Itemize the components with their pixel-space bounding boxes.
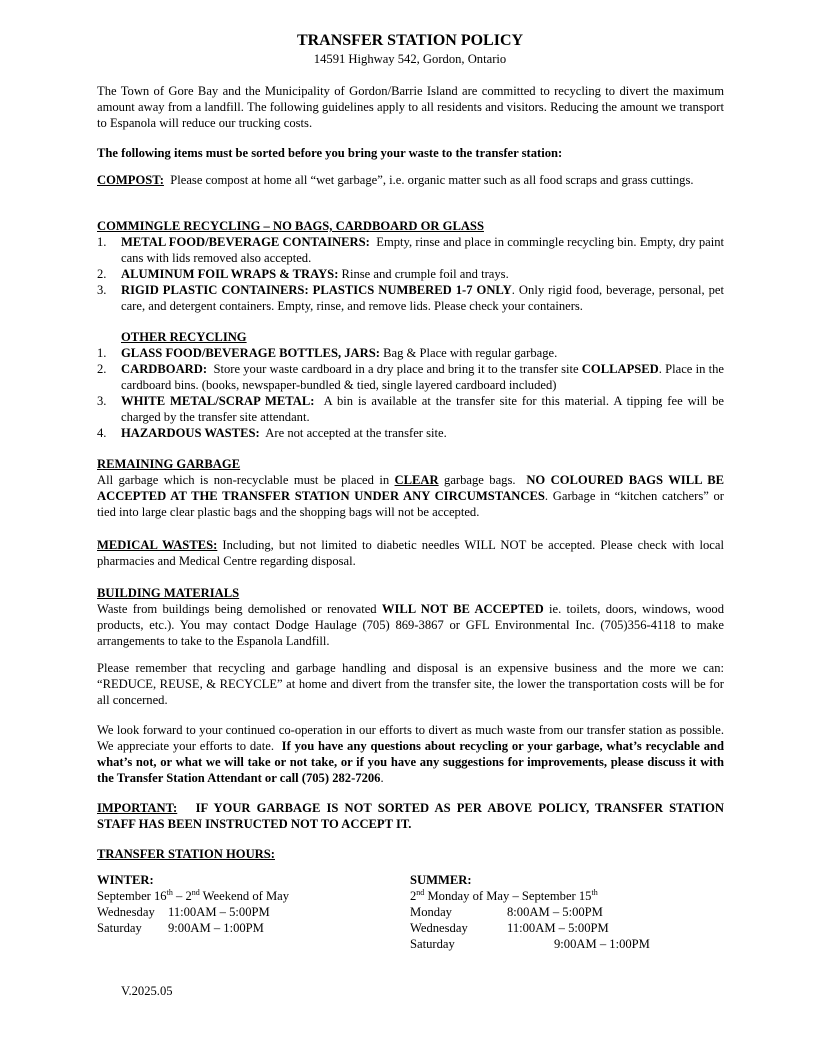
- building-text: ie. toilets, doors, windows, wood products, etc.). You may contact Dodge Haulage (705) 869-3867 or GFL Environmental Inc. (705)356-4118 to make arrangements to take to the Espanola Landfill.: [97, 602, 725, 648]
- list-item: [97, 282, 724, 314]
- hours-row: [97, 920, 397, 936]
- important-text: IF YOUR GARBAGE IS NOT SORTED AS PER ABOVE POLICY, TRANSFER STATION STAFF HAS BEEN INSTRUCTED NOT TO ACCEPT IT.: [97, 801, 724, 831]
- hours-time: 11:00AM – 5:00PM: [168, 905, 270, 919]
- other-recycling-section: [97, 329, 724, 441]
- range-text: Monday of May – September 15: [424, 889, 592, 903]
- remaining-text: . Garbage in “kitchen catchers” or tied into large clear plastic bags and the shopping bags will not be accepted.: [97, 489, 725, 519]
- hours-row: [410, 936, 720, 952]
- item-text: . Place in the cardboard bins. (books, newspaper-bundled & tied, single layered cardboard included): [121, 362, 724, 392]
- range-sup: nd: [416, 888, 425, 897]
- range-text: September 16: [97, 889, 167, 903]
- item-text: Empty, rinse and place in commingle recycling bin. Empty, dry paint cans with lids removed also accepted.: [121, 235, 725, 265]
- remaining-text: garbage bags.: [444, 473, 516, 487]
- compost-label: COMPOST:: [97, 173, 164, 187]
- compost-paragraph: [97, 172, 724, 188]
- item-label: CARDBOARD:: [121, 362, 208, 376]
- list-item: [97, 266, 724, 282]
- item-label: WHITE METAL/SCRAP METAL:: [121, 394, 315, 408]
- summer-range: [410, 888, 720, 904]
- hours-row: [97, 904, 397, 920]
- summer-hours: [410, 872, 720, 952]
- commingle-section: [97, 218, 724, 314]
- item-number: 2.: [97, 267, 107, 281]
- cooperation-paragraph: [97, 722, 724, 786]
- item-text: Rinse and crumple foil and trays.: [341, 267, 509, 281]
- item-number: 3.: [97, 283, 107, 297]
- commingle-heading: COMMINGLE RECYCLING – NO BAGS, CARDBOARD OR GLASS: [97, 219, 484, 233]
- item-text: Bag & Place with regular garbage.: [383, 346, 558, 360]
- item-text: Store your waste cardboard in a dry place and bring it to the transfer site: [213, 362, 579, 376]
- page-address: 14591 Highway 542, Gordon, Ontario: [313, 52, 507, 66]
- remaining-text: All garbage which is non-recyclable must be placed in: [97, 473, 390, 487]
- range-sup: th: [166, 888, 173, 897]
- page-title: TRANSFER STATION POLICY: [296, 32, 524, 49]
- hours-day: Saturday: [410, 937, 455, 951]
- remaining-clear: CLEAR: [394, 473, 439, 487]
- item-number: 1.: [97, 346, 107, 360]
- item-label: METAL FOOD/BEVERAGE CONTAINERS:: [121, 235, 370, 249]
- hours-day: Saturday: [97, 921, 142, 935]
- item-text: . Only rigid food, beverage, personal, pet care, and detergent containers. Empty, rinse, and remove lids. Please check your containers.: [121, 283, 724, 313]
- hours-time: 9:00AM – 1:00PM: [554, 937, 650, 951]
- winter-label: WINTER:: [97, 873, 154, 887]
- important-label: IMPORTANT:: [97, 801, 178, 815]
- building-emphasis: WILL NOT BE ACCEPTED: [381, 602, 544, 616]
- remaining-garbage-section: [97, 456, 724, 520]
- cooperation-text: We look forward to your continued co-operation in our efforts to divert as much waste from our transfer station as possible. We appreciate your efforts to date.: [97, 723, 724, 753]
- medical-text: Including, but not limited to diabetic needles WILL NOT be accepted. Please check with local pharmacies and Medical Centre regarding disposal.: [97, 538, 724, 568]
- building-heading: BUILDING MATERIALS: [97, 586, 240, 600]
- reminder-paragraph: Please remember that recycling and garbage handling and disposal is an expensive business and the more we can: “REDUCE, REUSE, & RECYCLE” at home and divert from the transfer site, the lower the transportation costs will be for all concerned.: [97, 661, 724, 707]
- intro-paragraph: The Town of Gore Bay and the Municipality of Gordon/Barrie Island are committed to recycling to divert the maximum amount away from a landfill. The following guidelines apply to all residents and visitors. Reducing the amount we transport to Espanola will reduce our trucking costs.: [97, 84, 724, 130]
- winter-hours: [97, 872, 397, 936]
- list-item: [97, 234, 724, 266]
- item-label: HAZARDOUS WASTES:: [121, 426, 260, 440]
- hours-day: Monday: [410, 905, 452, 919]
- cooperation-emphasis: If you have any questions about recycling or your garbage, what’s recyclable and what’s not, or what we will take or not take, or if you have any suggestions for improvements, please discuss it with the Transfer Station Attendant or call (705) 282-7206: [97, 739, 725, 785]
- building-text: Waste from buildings being demolished or renovated: [97, 602, 377, 616]
- item-number: 3.: [97, 394, 107, 408]
- item-label: RIGID PLASTIC CONTAINERS: PLASTICS NUMBERED 1-7 ONLY: [121, 283, 512, 297]
- hours-row: [410, 920, 720, 936]
- hours-day: Wednesday: [97, 905, 155, 919]
- item-number: 1.: [97, 235, 107, 249]
- item-emphasis: COLLAPSED: [581, 362, 659, 376]
- hours-time: 9:00AM – 1:00PM: [168, 921, 264, 935]
- item-number: 4.: [97, 426, 107, 440]
- hours-heading: TRANSFER STATION HOURS:: [97, 847, 275, 861]
- range-sup: nd: [191, 888, 200, 897]
- range-text: 2: [410, 889, 417, 903]
- sort-notice: The following items must be sorted before you bring your waste to the transfer station:: [97, 146, 563, 160]
- hours-time: 11:00AM – 5:00PM: [507, 921, 609, 935]
- summer-label: SUMMER:: [410, 873, 472, 887]
- cooperation-text: .: [380, 771, 384, 785]
- building-section: [97, 585, 724, 649]
- medical-label: MEDICAL WASTES:: [97, 538, 218, 552]
- important-paragraph: [97, 800, 724, 832]
- hours-day: Wednesday: [410, 921, 468, 935]
- item-number: 2.: [97, 362, 107, 376]
- range-text: – 2: [172, 889, 192, 903]
- list-item: [97, 425, 724, 441]
- item-label: ALUMINUM FOIL WRAPS & TRAYS:: [121, 267, 339, 281]
- list-item: [97, 345, 724, 361]
- medical-paragraph: [97, 537, 724, 569]
- list-item: [97, 361, 724, 393]
- winter-range: [97, 888, 397, 904]
- item-text: Are not accepted at the transfer site.: [265, 426, 447, 440]
- item-label: GLASS FOOD/BEVERAGE BOTTLES, JARS:: [121, 346, 380, 360]
- remaining-heading: REMAINING GARBAGE: [97, 457, 241, 471]
- compost-text: Please compost at home all “wet garbage”, i.e. organic matter such as all food scraps and grass cuttings.: [170, 173, 694, 187]
- version-label: V.2025.05: [121, 984, 173, 998]
- range-text: Weekend of May: [199, 889, 290, 903]
- range-sup: th: [591, 888, 598, 897]
- item-text: A bin is available at the transfer site for this material. A tipping fee will be charged by the transfer site attendant.: [121, 394, 725, 424]
- list-item: [97, 393, 724, 425]
- remaining-emphasis: NO COLOURED BAGS WILL BE ACCEPTED AT THE TRANSFER STATION UNDER ANY CIRCUMSTANCES: [97, 473, 725, 503]
- other-recycling-heading: OTHER RECYCLING: [121, 330, 247, 344]
- hours-time: 8:00AM – 5:00PM: [507, 905, 603, 919]
- hours-row: [410, 904, 720, 920]
